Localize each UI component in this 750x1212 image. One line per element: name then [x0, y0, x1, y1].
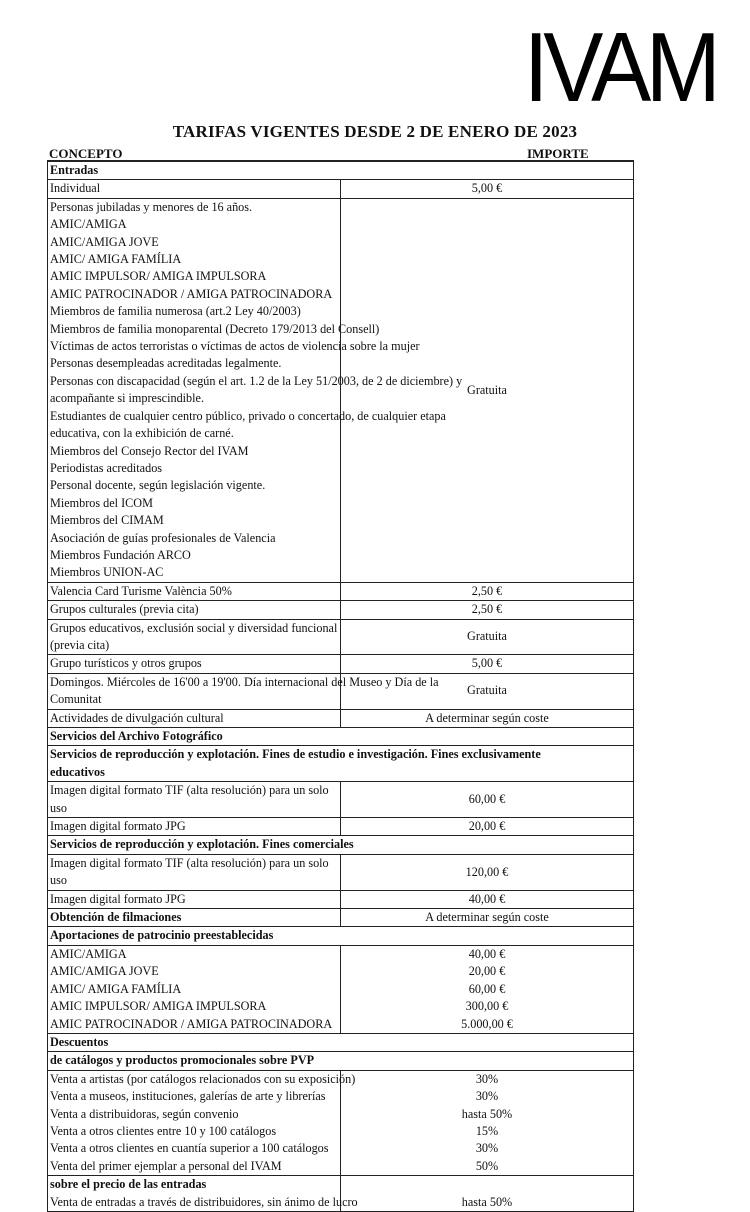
section-row: [48, 1052, 634, 1070]
section-entradas: Entradas: [48, 162, 634, 180]
table-row: [48, 1070, 634, 1175]
price-line: hasta 50%: [461, 1194, 513, 1209]
table-row: [48, 854, 634, 890]
concept-line: Domingos. Miércoles de 16'00 a 19'00. Día internacional del Museo y Día de la: [50, 674, 439, 689]
price-cell: Gratuita: [341, 673, 634, 709]
concept-cell: Individual: [48, 180, 341, 198]
table-row: [48, 180, 634, 198]
table-row: [48, 890, 634, 908]
section-patrocinio: Aportaciones de patrocinio preestablecidas: [48, 927, 634, 945]
column-header-importe: IMPORTE: [527, 146, 589, 161]
concept-line: educativa, con la exhibición de carné.: [50, 426, 234, 441]
concept-cell: Grupos culturales (previa cita): [48, 601, 341, 619]
page-title: TARIFAS VIGENTES DESDE 2 DE ENERO DE 2023: [172, 122, 578, 141]
concept-line: Venta del primer ejemplar a personal del IVAM: [50, 1158, 282, 1173]
section-row: [48, 728, 634, 746]
price-line: 15%: [475, 1123, 499, 1138]
concept-line: Miembros de familia monoparental (Decreto 179/2013 del Consell): [50, 321, 380, 336]
concept-line: Miembros del CIMAM: [50, 513, 164, 528]
free-entry-concepts: [48, 198, 463, 582]
concept-cell: Grupo turísticos y otros grupos: [48, 655, 341, 673]
concept-cell: Grupos educativos, exclusión social y diversidad funcional (previa cita): [48, 619, 341, 655]
section-row: [48, 1033, 634, 1051]
price-cell: [341, 1176, 634, 1212]
ivam-logo: IVAM: [523, 12, 715, 122]
concept-line: Venta a otros clientes entre 10 y 100 catálogos: [50, 1123, 277, 1138]
concept-line: Asociación de guías profesionales de Valencia: [50, 530, 276, 545]
price-cell: [341, 945, 634, 1033]
concept-cell: Imagen digital formato TIF (alta resolución) para un solo uso: [48, 782, 341, 818]
price-cell: 2,50 €: [341, 582, 634, 600]
concept-line: Personas desempleadas acreditadas legalmente.: [50, 356, 282, 371]
concept-line: Estudiantes de cualquier centro público, privado o concertado, de cualquier etapa: [50, 408, 446, 423]
section-row: [48, 927, 634, 945]
concept-line: AMIC/AMIGA JOVE: [50, 234, 159, 249]
column-header-concepto: CONCEPTO: [49, 146, 123, 161]
section-descuentos: Descuentos: [48, 1033, 634, 1051]
table-row: [48, 582, 634, 600]
table-row: [48, 655, 634, 673]
price-line: 30%: [475, 1089, 499, 1104]
table-row: [48, 782, 634, 818]
concept-cell: Actividades de divulgación cultural: [48, 709, 341, 727]
price-cell: [341, 1070, 634, 1175]
section-precio-entradas: sobre el precio de las entradas: [50, 1177, 207, 1192]
price-line: 300,00 €: [465, 999, 509, 1014]
table-row: [48, 619, 634, 655]
concept-line: AMIC/ AMIGA FAMÍLIA: [50, 252, 182, 267]
concept-line: AMIC/ AMIGA FAMÍLIA: [50, 981, 182, 996]
concept-cell: [48, 1176, 358, 1212]
table-row: [48, 601, 634, 619]
section-reproduccion-comercial: Servicios de reproducción y explotación. Fines comerciales: [48, 836, 634, 854]
concept-line: Venta a artistas (por catálogos relacionados con su exposición): [50, 1071, 356, 1086]
concept-cell: Imagen digital formato JPG: [48, 890, 341, 908]
concept-line: Miembros del ICOM: [50, 495, 153, 510]
concept-line: AMIC/AMIGA JOVE: [50, 964, 159, 979]
table-row: [48, 909, 634, 927]
price-cell: 5,00 €: [341, 655, 634, 673]
table-row: [48, 198, 634, 582]
section-row: [48, 746, 634, 782]
table-row: [48, 945, 634, 1033]
concept-line: Miembros de familia numerosa (art.2 Ley 40/2003): [50, 304, 301, 319]
table-row: [48, 673, 634, 709]
concept-line: Venta a museos, instituciones, galerías de arte y librerías: [50, 1089, 326, 1104]
table-row: [48, 1176, 634, 1212]
section-filmaciones: Obtención de filmaciones: [48, 909, 341, 927]
concept-cell: Imagen digital formato JPG: [48, 818, 341, 836]
price-line: 20,00 €: [468, 964, 506, 979]
section-reproduccion-estudio: Servicios de reproducción y explotación. Fines de estudio e investigación. Fines exclusivamente educativos: [48, 746, 634, 782]
concept-line: Miembros del Consejo Rector del IVAM: [50, 443, 249, 458]
concept-line: acompañante si imprescindible.: [50, 391, 204, 406]
concept-line: AMIC IMPULSOR/ AMIGA IMPULSORA: [50, 269, 267, 284]
section-catalogos: de catálogos y productos promocionales sobre PVP: [48, 1052, 634, 1070]
price-line: hasta 50%: [461, 1106, 513, 1121]
concept-line: Miembros Fundación ARCO: [50, 547, 191, 562]
concept-line: AMIC PATROCINADOR / AMIGA PATROCINADORA: [50, 286, 333, 301]
section-archivo: Servicios del Archivo Fotográfico: [48, 728, 634, 746]
table-row: [48, 709, 634, 727]
price-line: [343, 1176, 631, 1193]
concept-line: Venta a distribuidoras, según convenio: [50, 1106, 239, 1121]
price-line: 50%: [475, 1158, 499, 1173]
price-line: 30%: [475, 1141, 499, 1156]
price-line: 40,00 €: [468, 946, 506, 961]
price-cell: 20,00 €: [341, 818, 634, 836]
section-row: [48, 162, 634, 180]
price-line: 30%: [475, 1071, 499, 1086]
concept-cell: Imagen digital formato TIF (alta resolución) para un solo uso: [48, 854, 341, 890]
price-line: 60,00 €: [468, 981, 506, 996]
concept-line: AMIC PATROCINADOR / AMIGA PATROCINADORA: [50, 1016, 333, 1031]
concept-line: AMIC/AMIGA: [50, 946, 127, 961]
table-row: [48, 818, 634, 836]
price-cell: 5,00 €: [341, 180, 634, 198]
tariffs-table: [47, 161, 634, 1212]
price-cell: 2,50 €: [341, 601, 634, 619]
price-cell: Gratuita: [341, 198, 634, 582]
concept-cell: [48, 945, 341, 1033]
concept-line: AMIC IMPULSOR/ AMIGA IMPULSORA: [50, 999, 267, 1014]
price-cell: 120,00 €: [341, 854, 634, 890]
concept-line: Venta de entradas a través de distribuidores, sin ánimo de lucro: [50, 1194, 358, 1209]
concept-cell: [48, 1070, 356, 1175]
concept-line: Personal docente, según legislación vigente.: [50, 478, 266, 493]
section-row: [48, 836, 634, 854]
concept-line: AMIC/AMIGA: [50, 217, 127, 232]
concept-line: Periodistas acreditados: [50, 460, 163, 475]
price-cell: 60,00 €: [341, 782, 634, 818]
price-cell: Gratuita: [341, 619, 634, 655]
concept-line: Víctimas de actos terroristas o víctimas de actos de violencia sobre la mujer: [50, 339, 420, 354]
price-line: 5.000,00 €: [461, 1016, 513, 1031]
concept-cell: [48, 673, 439, 709]
concept-line: Comunitat: [50, 692, 102, 707]
concept-cell: Valencia Card Turisme València 50%: [48, 582, 341, 600]
concept-line: Miembros UNION-AC: [50, 565, 164, 580]
price-cell: A determinar según coste: [341, 909, 634, 927]
concept-line: Venta a otros clientes en cuantía superior a 100 catálogos: [50, 1141, 329, 1156]
price-cell: 40,00 €: [341, 890, 634, 908]
price-cell: A determinar según coste: [341, 709, 634, 727]
concept-line: Personas jubiladas y menores de 16 años.: [50, 199, 253, 214]
concept-line: Personas con discapacidad (según el art. 1.2 de la Ley 51/2003, de 2 de diciembre) y: [50, 373, 463, 388]
